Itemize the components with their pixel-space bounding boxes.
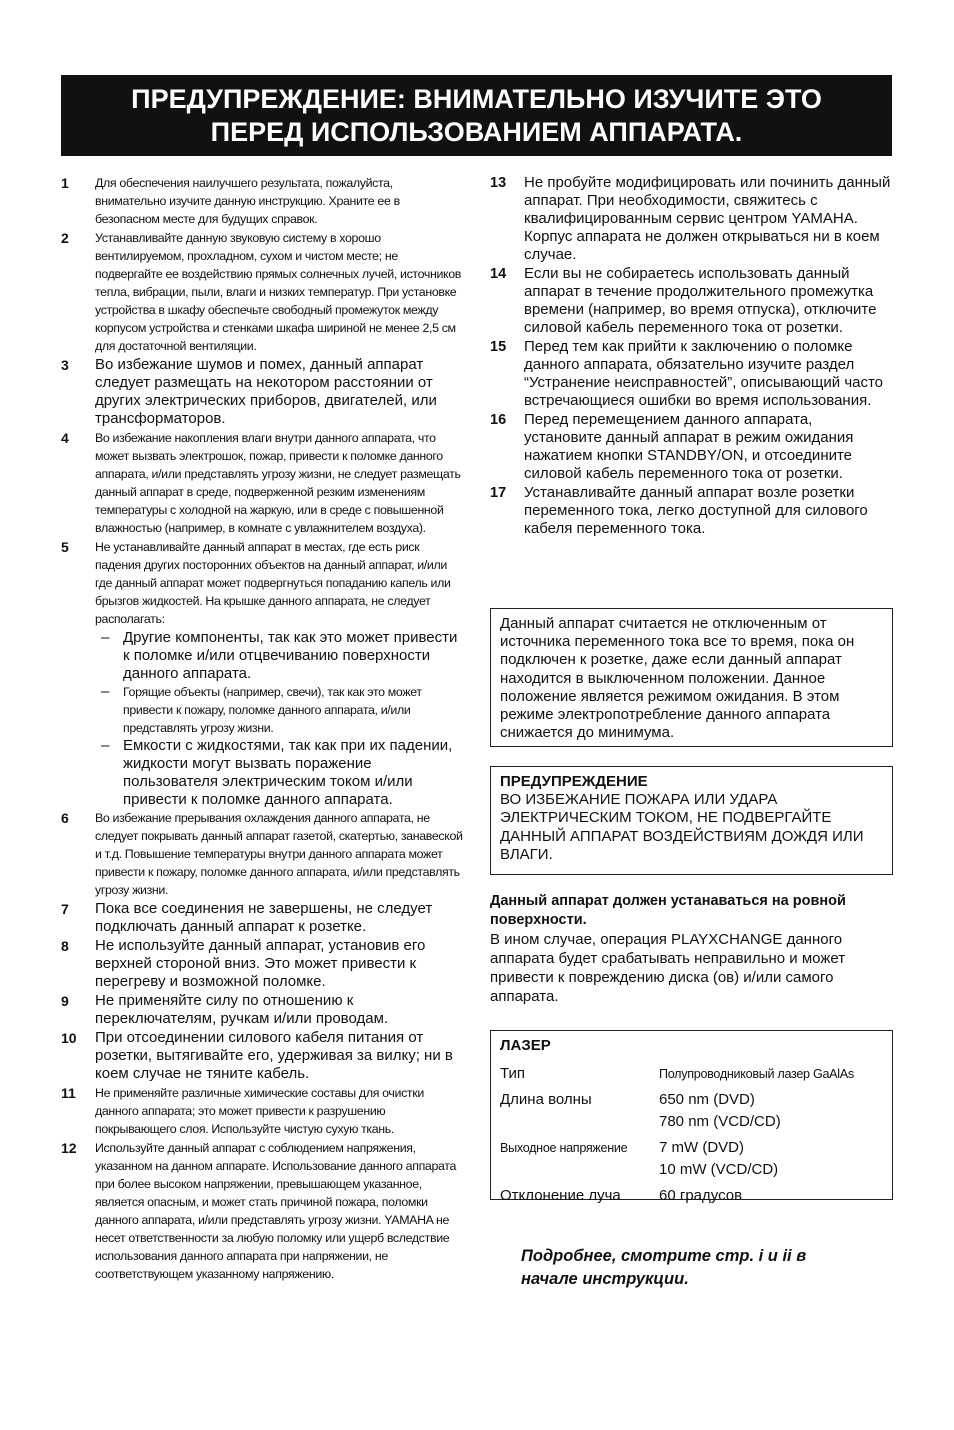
list-item-5 — [61, 538, 463, 628]
sub-item-text: Горящие объекты (например, свечи), так как это может привести к пожару, поломке данного аппарата, и/или представлять угрозу жизни. — [123, 685, 422, 735]
list-item-3 — [61, 356, 463, 428]
standby-notice-box — [490, 608, 893, 747]
item-text: Устанавливайте данную звуковую систему в хорошо вентилируемом, прохладном, сухом и чистом месте; не подвергайте ее воздействию прямых солнечных лучей, источников тепла, вибрации, пыли, влаги и низких температур. При установке устройства в шкафу обеспечьте свободный промежуток между корпусом устройства и стенками шкафа шириной не менее 2,5 см для достаточной вентиляции. — [95, 231, 462, 353]
list-item-10 — [61, 1029, 463, 1083]
item-number: 16 — [490, 412, 507, 428]
item-text: Не устанавливайте данный аппарат в местах, где есть риск падения других посторонних объектов на данный аппарат, и/или где данный аппарат может подвергнуться попаданию капель или брызгов жидкостей. На крышке данного аппарата, не следует располагать: — [95, 540, 451, 626]
sub-item-text: Емкости с жидкостями, так как при их падении, жидкости могут вызвать поражение пользователя электрическим током и/или привести к поломке данного аппарата. — [123, 737, 453, 808]
list-item-14 — [490, 265, 893, 337]
item-text: Во избежание шумов и помех, данный аппарат следует размещать на некотором расстоянии от других электрических приборов, двигателей, или трансформаторов. — [95, 356, 437, 427]
sub-item-3 — [95, 737, 463, 809]
laser-divergence-label: Отклонение луча — [500, 1187, 621, 1204]
item-number: 13 — [490, 175, 507, 191]
item-number: 17 — [490, 485, 507, 501]
dash-marker: – — [101, 629, 110, 646]
laser-row-power — [500, 1137, 883, 1181]
item-number: 11 — [61, 1085, 76, 1101]
standby-notice-text: Данный аппарат считается не отключенным от источника переменного тока все то время, пока он подключен к розетке, даже если данный аппарат находится в выключенном положении. Данное положение является режимом ожидания. В этом режиме электропотребление данного аппарата снижается до минимума. — [500, 615, 855, 742]
surface-note-heading: Данный аппарат должен устанаваться на ровной поверхности. — [490, 893, 846, 928]
item-text: Перед тем как прийти к заключению о поломке данного аппарата, обязательно изучите раздел “Устранение неисправностей”, описывающий часто встречающиеся ошибки во время использования. — [524, 338, 884, 409]
list-item-6 — [61, 809, 463, 899]
item-number: 12 — [61, 1140, 77, 1156]
footer-line-1: Подробнее, смотрите стр. i и ii в — [521, 1247, 807, 1265]
item-number: 15 — [490, 339, 507, 355]
list-item-17 — [490, 484, 893, 538]
warning-box — [490, 766, 893, 875]
item-number: 3 — [61, 357, 69, 373]
laser-wavelength-label: Длина волны — [500, 1091, 592, 1108]
item-text: Не применяйте различные химические составы для очистки данного аппарата; это может привести к разрушению покрывающего слоя. Используйте чистую сухую ткань. — [95, 1086, 424, 1136]
laser-wavelength-value-2: 780 nm (VCD/CD) — [659, 1113, 781, 1130]
footer-reference — [521, 1245, 881, 1291]
item-number: 14 — [490, 266, 507, 282]
laser-type-value: Полупроводниковый лазер GaAlAs — [659, 1067, 854, 1081]
item-text: Не используйте данный аппарат, установив его верхней стороной вниз. Это может привести к перегреву и возможной поломке. — [95, 937, 426, 990]
footer-line-2: начале инструкции. — [521, 1270, 689, 1288]
item-number: 5 — [61, 539, 69, 555]
item-text: При отсоединении силового кабеля питания от розетки, вытягивайте его, удерживая за вилку; ни в коем случае не тяните кабель. — [95, 1029, 453, 1082]
right-column — [490, 174, 893, 539]
item-text: Не применяйте силу по отношению к переключателям, ручкам и/или проводам. — [95, 992, 389, 1027]
item-number: 2 — [61, 230, 69, 246]
laser-type-label: Тип — [500, 1065, 526, 1082]
surface-note — [490, 892, 893, 1006]
item-text: Не пробуйте модифицировать или починить данный аппарат. При необходимости, свяжитесь с квалифицированным сервис центром YAMAHA. Корпус аппарата не должен открываться ни в коем случае. — [524, 174, 891, 263]
item-number: 9 — [61, 993, 69, 1009]
surface-note-text: В ином случае, операция PLAYXCHANGE данного аппарата будет срабатывать неправильно и может привести к повреждению диска (ов) и/или самого аппарата. — [490, 931, 846, 1005]
item-text: Перед перемещением данного аппарата, установите данный аппарат в режим ожидания нажатием кнопки STANDBY/ON, и отсоедините силовой кабель переменного тока от розетки. — [524, 411, 854, 482]
item-number: 10 — [61, 1030, 77, 1046]
item-number: 7 — [61, 901, 69, 917]
banner-line-1: ПРЕДУПРЕЖДЕНИЕ: ВНИМАТЕЛЬНО ИЗУЧИТЕ ЭТО — [131, 84, 822, 114]
list-item-16 — [490, 411, 893, 483]
warning-heading: ПРЕДУПРЕЖДЕНИЕ — [500, 773, 648, 790]
item-number: 8 — [61, 938, 69, 954]
item-text: Для обеспечения наилучшего результата, пожалуйста, внимательно изучите данную инструкцию. Храните ее в безопасном месте для будущих справок. — [95, 176, 400, 226]
warning-text: ВО ИЗБЕЖАНИЕ ПОЖАРА ИЛИ УДАРА ЭЛЕКТРИЧЕСКИМ ТОКОМ, НЕ ПОДВЕРГАЙТЕ ДАННЫЙ АППАРАТ ВОЗДЕЙСТВИЯМ ДОЖДЯ ИЛИ ВЛАГИ. — [500, 791, 864, 863]
sub-item-2 — [95, 683, 463, 737]
item-text: Используйте данный аппарат с соблюдением напряжения, указанном на данном аппарате. Использование данного аппарата при более высоком напряжении, превышающем указанное, является опасным, и может стать причиной пожара, поломки данного аппарата, и/или представлять угрозу жизни. YAMAHA не несет ответственности за любую поломку или ущерб вследствие использования данного аппарата при напряжении, не соответствующем указанному напряжению. — [95, 1141, 457, 1281]
laser-wavelength-value-1: 650 nm (DVD) — [659, 1091, 755, 1108]
item-number: 4 — [61, 430, 69, 446]
laser-row-divergence — [500, 1185, 883, 1207]
dash-marker: – — [101, 683, 110, 700]
list-item-9 — [61, 992, 463, 1028]
list-item-4 — [61, 429, 463, 537]
laser-power-value-2: 10 mW (VCD/CD) — [659, 1161, 779, 1178]
laser-row-type — [500, 1063, 883, 1085]
warning-banner — [61, 75, 892, 156]
item-number: 6 — [61, 810, 69, 826]
item-number: 1 — [61, 175, 69, 191]
item-text: Во избежание накопления влаги внутри данного аппарата, что может вызвать электрошок, пожар, привести к поломке данного аппарата, и/или представлять угрозу жизни, не следует размещать данный аппарат в среде, подверженной резким изменениям температуры с холодной на жаркую, или в среде с повышенной влажностью (например, в комнате с увлажнителем воздуха). — [95, 431, 461, 535]
list-item-11 — [61, 1084, 463, 1138]
laser-power-value-1: 7 mW (DVD) — [659, 1139, 744, 1156]
laser-title: ЛАЗЕР — [500, 1037, 551, 1054]
left-column — [61, 174, 463, 1284]
list-item-8 — [61, 937, 463, 991]
item-text: Если вы не собираетесь использовать данный аппарат в течение продолжительного промежутка времени (например, во время отпуска), отключите силовой кабель переменного тока от розетки. — [524, 265, 877, 336]
item-text: Во избежание прерывания охлаждения данного аппарата, не следует покрывать данный аппарат газетой, скатертью, занавеской и т.д. Повышение температуры внутри данного аппарата может привести к пожару, поломке данного аппарата, и/или представлять угрозу жизни. — [95, 811, 463, 897]
laser-power-label: Выходное напряжение — [500, 1141, 628, 1155]
banner-line-2: ПЕРЕД ИСПОЛЬЗОВАНИЕМ АППАРАТА. — [210, 117, 743, 147]
laser-spec-box — [490, 1030, 893, 1204]
laser-divergence-value: 60 градусов — [659, 1187, 743, 1204]
sub-item-text: Другие компоненты, так как это может привести к поломке и/или отцвечиванию поверхности данного аппарата. — [123, 629, 458, 682]
sub-item-1 — [95, 629, 463, 683]
dash-marker: – — [101, 737, 110, 754]
item-text: Пока все соединения не завершены, не следует подключать данный аппарат к розетке. — [95, 900, 433, 935]
list-item-13 — [490, 174, 893, 264]
laser-row-wavelength — [500, 1089, 883, 1133]
list-item-2 — [61, 229, 463, 355]
item-text: Устанавливайте данный аппарат возле розетки переменного тока, легко доступной для силового кабеля переменного тока. — [524, 484, 868, 537]
list-item-7 — [61, 900, 463, 936]
list-item-12 — [61, 1139, 463, 1283]
list-item-15 — [490, 338, 893, 410]
list-item-1 — [61, 174, 463, 228]
